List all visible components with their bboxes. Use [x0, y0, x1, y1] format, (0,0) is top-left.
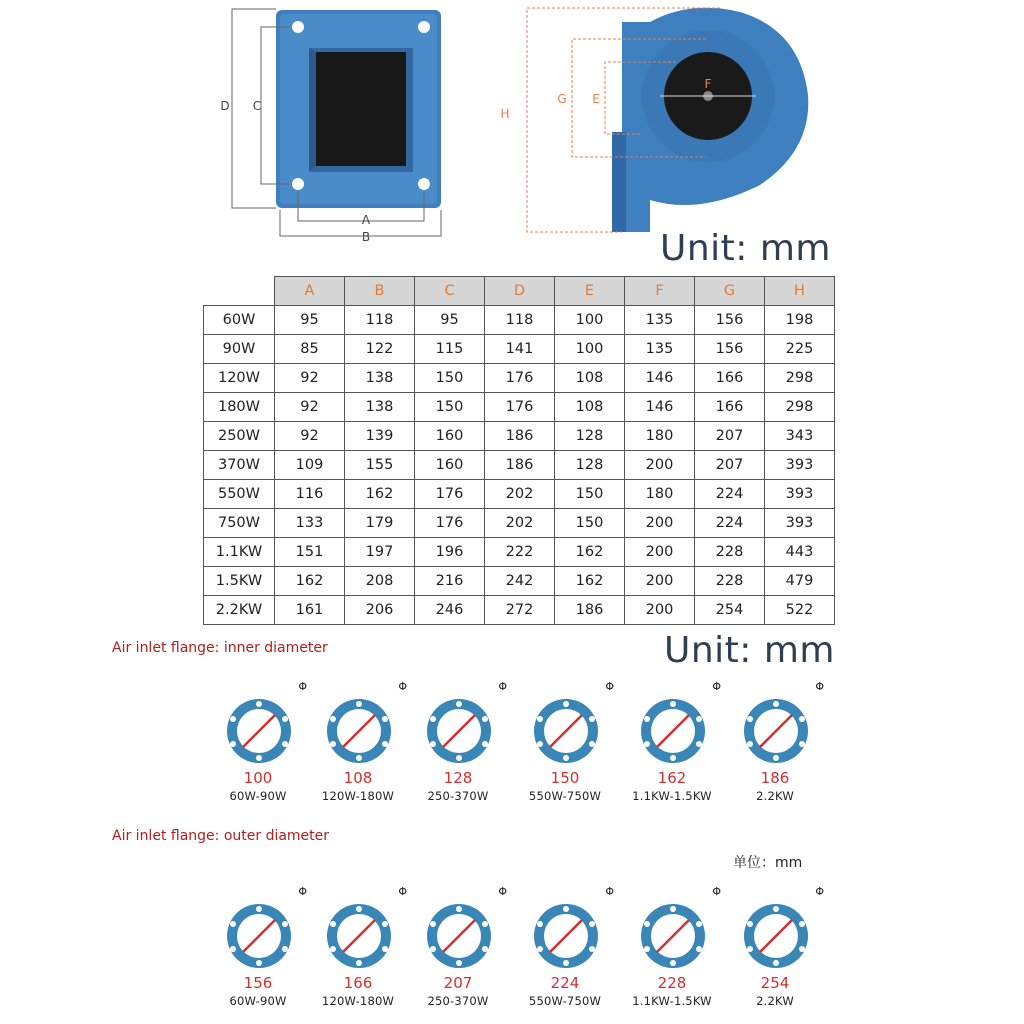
table-cell: 100 — [555, 306, 625, 335]
table-row — [204, 306, 835, 335]
flange-diameter: 156 — [243, 974, 273, 992]
flange-ring-icon — [627, 686, 717, 768]
flange-ring-icon — [213, 686, 303, 768]
table-cell: 207 — [695, 422, 765, 451]
table-cell: 162 — [275, 567, 345, 596]
flange-item — [720, 680, 830, 803]
phi-symbol: Φ — [815, 680, 824, 693]
dim-label-f: F — [704, 77, 712, 91]
flange-power-range: 2.2KW — [756, 994, 794, 1008]
flange-ring-icon — [627, 891, 717, 973]
flange-power-range: 550W-750W — [528, 994, 602, 1008]
table-cell: 156 — [695, 335, 765, 364]
table-cell: 228 — [695, 567, 765, 596]
table-cell: 216 — [415, 567, 485, 596]
dim-label-h: H — [500, 107, 510, 121]
table-cell: 108 — [555, 393, 625, 422]
flange-power-range: 1.1KW-1.5KW — [632, 789, 712, 803]
table-cell: 92 — [275, 364, 345, 393]
table-cell: 186 — [485, 451, 555, 480]
table-row — [204, 364, 835, 393]
table-cell: 108 — [555, 364, 625, 393]
flange-item — [510, 680, 620, 803]
table-row — [204, 422, 835, 451]
table-corner — [204, 277, 275, 306]
table-cell: 138 — [345, 364, 415, 393]
table-cell: 198 — [765, 306, 835, 335]
table-cell: 122 — [345, 335, 415, 364]
table-cell: 180 — [625, 422, 695, 451]
flange-item — [403, 680, 513, 803]
outlet-flange-drawing — [220, 9, 441, 244]
inner-diameter-title: Air inlet flange: inner diameter — [112, 640, 328, 656]
flange-item — [203, 885, 313, 1008]
table-cell: 176 — [485, 364, 555, 393]
table-cell: 166 — [695, 393, 765, 422]
column-header-b: B — [345, 277, 415, 306]
flange-item — [303, 885, 413, 1008]
flange-ring-icon — [213, 891, 303, 973]
table-cell: 208 — [345, 567, 415, 596]
flange-ring-icon — [313, 686, 403, 768]
column-header-g: G — [695, 277, 765, 306]
table-row — [204, 480, 835, 509]
row-label: 1.5KW — [204, 567, 275, 596]
table-cell: 180 — [625, 480, 695, 509]
dimension-table — [203, 276, 835, 625]
phi-symbol: Φ — [498, 680, 507, 693]
table-cell: 186 — [485, 422, 555, 451]
table-cell: 393 — [765, 451, 835, 480]
table-cell: 242 — [485, 567, 555, 596]
flange-power-range: 120W-180W — [321, 994, 395, 1008]
table-cell: 298 — [765, 393, 835, 422]
table-row — [204, 393, 835, 422]
column-header-c: C — [415, 277, 485, 306]
table-cell: 200 — [625, 567, 695, 596]
flange-diameter: 128 — [443, 769, 473, 787]
phi-symbol: Φ — [712, 680, 721, 693]
flange-power-range: 60W-90W — [229, 994, 287, 1008]
flange-diameter: 166 — [343, 974, 373, 992]
table-cell: 150 — [555, 509, 625, 538]
table-cell: 160 — [415, 422, 485, 451]
flange-ring-icon — [520, 686, 610, 768]
table-row — [204, 451, 835, 480]
flange-diameter: 100 — [243, 769, 273, 787]
column-header-f: F — [625, 277, 695, 306]
flange-item — [617, 680, 727, 803]
table-cell: 109 — [275, 451, 345, 480]
table-cell: 128 — [555, 422, 625, 451]
flange-power-range: 60W-90W — [229, 789, 287, 803]
table-cell: 224 — [695, 480, 765, 509]
table-cell: 161 — [275, 596, 345, 625]
table-cell: 272 — [485, 596, 555, 625]
flange-diameter: 207 — [443, 974, 473, 992]
unit-label-mid: Unit: mm — [664, 630, 835, 671]
table-cell: 85 — [275, 335, 345, 364]
flange-diameter: 228 — [657, 974, 687, 992]
table-cell: 135 — [625, 335, 695, 364]
flange-item — [510, 885, 620, 1008]
table-row — [204, 596, 835, 625]
outer-diameter-title: Air inlet flange: outer diameter — [112, 828, 330, 844]
table-cell: 200 — [625, 509, 695, 538]
row-label: 370W — [204, 451, 275, 480]
flange-diameter: 224 — [550, 974, 580, 992]
table-cell: 522 — [765, 596, 835, 625]
column-header-e: E — [555, 277, 625, 306]
flange-item — [203, 680, 313, 803]
table-cell: 155 — [345, 451, 415, 480]
row-label: 90W — [204, 335, 275, 364]
row-label: 1.1KW — [204, 538, 275, 567]
table-cell: 92 — [275, 393, 345, 422]
table-cell: 95 — [415, 306, 485, 335]
column-header-h: H — [765, 277, 835, 306]
table-cell: 95 — [275, 306, 345, 335]
flange-diameter: 186 — [760, 769, 790, 787]
table-cell: 128 — [555, 451, 625, 480]
phi-symbol: Φ — [398, 680, 407, 693]
flange-ring-icon — [313, 891, 403, 973]
flange-diameter: 150 — [550, 769, 580, 787]
table-row — [204, 335, 835, 364]
table-cell: 202 — [485, 480, 555, 509]
fan-dimension-drawings — [0, 0, 1024, 250]
table-cell: 151 — [275, 538, 345, 567]
table-body — [204, 306, 835, 625]
table-cell: 186 — [555, 596, 625, 625]
table-cell: 176 — [485, 393, 555, 422]
flange-power-range: 120W-180W — [321, 789, 395, 803]
dim-label-a: A — [361, 213, 371, 227]
column-header-a: A — [275, 277, 345, 306]
table-cell: 225 — [765, 335, 835, 364]
table-row — [204, 538, 835, 567]
table-cell: 176 — [415, 480, 485, 509]
table-cell: 92 — [275, 422, 345, 451]
table-cell: 150 — [415, 393, 485, 422]
table-cell: 197 — [345, 538, 415, 567]
table-cell: 254 — [695, 596, 765, 625]
table-cell: 139 — [345, 422, 415, 451]
phi-symbol: Φ — [605, 680, 614, 693]
row-label: 550W — [204, 480, 275, 509]
table-cell: 141 — [485, 335, 555, 364]
unit-label-top: Unit: mm — [660, 228, 831, 269]
table-header-row — [204, 277, 835, 306]
table-cell: 166 — [695, 364, 765, 393]
flange-power-range: 1.1KW-1.5KW — [632, 994, 712, 1008]
phi-symbol: Φ — [815, 885, 824, 898]
phi-symbol: Φ — [298, 885, 307, 898]
flange-ring-icon — [413, 891, 503, 973]
table-cell: 196 — [415, 538, 485, 567]
flange-diameter: 162 — [657, 769, 687, 787]
table-cell: 176 — [415, 509, 485, 538]
flange-power-range: 250-370W — [427, 994, 489, 1008]
flange-ring-icon — [730, 891, 820, 973]
table-cell: 133 — [275, 509, 345, 538]
unit-label-cn: 单位：mm — [733, 855, 803, 871]
phi-symbol: Φ — [605, 885, 614, 898]
flange-diameter: 108 — [343, 769, 373, 787]
table-cell: 156 — [695, 306, 765, 335]
flange-item — [720, 885, 830, 1008]
row-label: 180W — [204, 393, 275, 422]
column-header-d: D — [485, 277, 555, 306]
table-cell: 200 — [625, 596, 695, 625]
table-cell: 202 — [485, 509, 555, 538]
table-cell: 393 — [765, 480, 835, 509]
table-cell: 162 — [555, 567, 625, 596]
table-cell: 228 — [695, 538, 765, 567]
table-cell: 115 — [415, 335, 485, 364]
table-cell: 146 — [625, 364, 695, 393]
flange-power-range: 550W-750W — [528, 789, 602, 803]
table-cell: 160 — [415, 451, 485, 480]
table-cell: 135 — [625, 306, 695, 335]
table-cell: 200 — [625, 451, 695, 480]
table-cell: 207 — [695, 451, 765, 480]
row-label: 2.2KW — [204, 596, 275, 625]
row-label: 250W — [204, 422, 275, 451]
table-row — [204, 567, 835, 596]
flange-power-range: 2.2KW — [756, 789, 794, 803]
table-cell: 200 — [625, 538, 695, 567]
phi-symbol: Φ — [498, 885, 507, 898]
table-cell: 100 — [555, 335, 625, 364]
flange-item — [617, 885, 727, 1008]
table-cell: 179 — [345, 509, 415, 538]
phi-symbol: Φ — [712, 885, 721, 898]
dim-label-e: E — [592, 92, 600, 106]
flange-power-range: 250-370W — [427, 789, 489, 803]
table-cell: 150 — [415, 364, 485, 393]
table-cell: 116 — [275, 480, 345, 509]
phi-symbol: Φ — [298, 680, 307, 693]
dim-label-c: C — [252, 99, 262, 113]
flange-ring-icon — [413, 686, 503, 768]
table-cell: 443 — [765, 538, 835, 567]
phi-symbol: Φ — [398, 885, 407, 898]
table-cell: 224 — [695, 509, 765, 538]
fan-side-drawing — [500, 8, 808, 232]
table-cell: 298 — [765, 364, 835, 393]
dim-label-b: B — [361, 230, 371, 244]
dim-label-d: D — [220, 99, 230, 113]
table-cell: 146 — [625, 393, 695, 422]
table-cell: 138 — [345, 393, 415, 422]
flange-ring-icon — [730, 686, 820, 768]
row-label: 120W — [204, 364, 275, 393]
flange-diameter: 254 — [760, 974, 790, 992]
table-cell: 150 — [555, 480, 625, 509]
table-cell: 118 — [345, 306, 415, 335]
table-cell: 118 — [485, 306, 555, 335]
table-cell: 246 — [415, 596, 485, 625]
row-label: 750W — [204, 509, 275, 538]
table-cell: 162 — [555, 538, 625, 567]
table-cell: 479 — [765, 567, 835, 596]
flange-ring-icon — [520, 891, 610, 973]
table-cell: 222 — [485, 538, 555, 567]
row-label: 60W — [204, 306, 275, 335]
table-cell: 206 — [345, 596, 415, 625]
flange-item — [303, 680, 413, 803]
table-cell: 162 — [345, 480, 415, 509]
table-cell: 393 — [765, 509, 835, 538]
dim-label-g: G — [557, 92, 567, 106]
table-row — [204, 509, 835, 538]
flange-item — [403, 885, 513, 1008]
table-cell: 343 — [765, 422, 835, 451]
